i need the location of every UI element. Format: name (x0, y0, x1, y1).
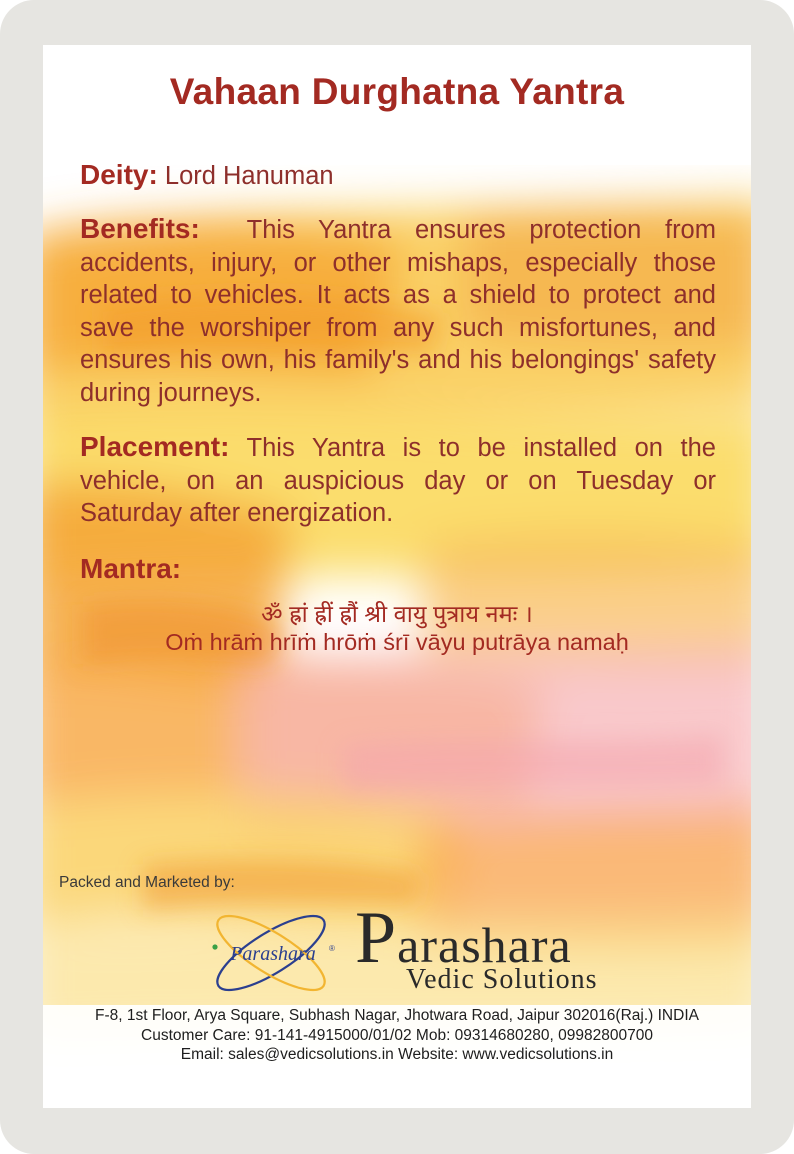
customer-care-line: Customer Care: 91-141-4915000/01/02 Mob: 09314680280, 09982800700 (141, 1027, 653, 1044)
address-line: F-8, 1st Floor, Arya Square, Subhash Nagar, Jhotwara Road, Jaipur 302016(Raj.) INDIA (95, 1007, 699, 1024)
deity-value: Lord Hanuman (157, 162, 334, 190)
registered-mark: ® (329, 944, 335, 953)
brand-subtitle: Vedic Solutions (406, 964, 598, 995)
deity-section (80, 159, 716, 193)
placement-text: This Yantra is to be installed on the vehicle, on an auspicious day or on Tuesday or Saturday after energization. (80, 434, 716, 527)
benefits-section (80, 213, 724, 409)
benefits-label: Benefits: (80, 213, 200, 244)
brand-rest: arashara (397, 917, 572, 973)
mantra-label: Mantra: (80, 553, 182, 584)
logo-wordmark: Parashara (230, 943, 316, 965)
brand-initial: P (355, 897, 398, 979)
placement-section (80, 431, 716, 530)
page-title: Vahaan Durghatna Yantra (169, 71, 625, 112)
benefits-text: This Yantra ensures protection from accidents, injury, or other mishaps, especially those related to vehicles. It acts as a shield to protect and save the worshiper from any such misfortunes, and ensures his own, his family's and his belongings' safety during journeys. (80, 216, 724, 407)
mantra-transliteration: Oṁ hrāṁ hrīṁ hrōṁ śrī vāyu putrāya namaḥ (165, 629, 629, 655)
packed-by-label: Packed and Marketed by: (59, 874, 235, 891)
placement-label: Placement: (80, 431, 230, 462)
yantra-card (43, 45, 751, 1108)
mantra-devanagari: ॐ ह्रां ह्रीं ह्रौं श्री वायु पुत्राय नमः । (261, 601, 533, 627)
brand-name (355, 897, 572, 979)
deity-label: Deity: (80, 159, 158, 190)
card-content (43, 45, 751, 1108)
contact-line: Email: sales@vedicsolutions.in Website: www.vedicsolutions.in (180, 1046, 614, 1063)
parashara-logo-icon (203, 907, 343, 1001)
